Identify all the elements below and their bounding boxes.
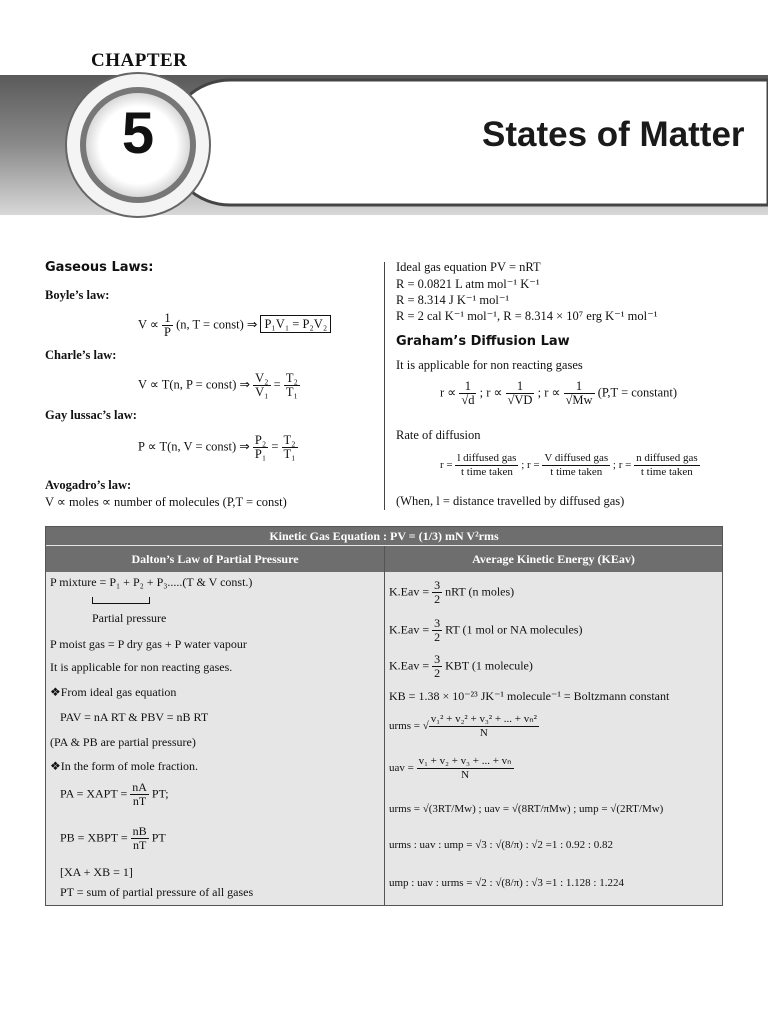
avogadro-text: V ∝ moles ∝ number of molecules (P,T = const) xyxy=(45,495,287,509)
r-value-1: R = 0.0821 L atm mol⁻¹ K⁻¹ xyxy=(396,277,540,291)
uav-equation: uav = $\frac{\text{v₁ + v₂ + v₃ + ... + vₙ}}{N}$ xyxy=(389,755,512,781)
ideal-gas-eq: Ideal gas equation PV = nRT xyxy=(396,260,541,274)
graham-intro: It is applicable for non reacting gases xyxy=(396,358,583,372)
velocity-ratio-1: urms : uav : ump = √3 : √(8/π) : √2 =1 : 0.92 : 0.82 xyxy=(389,839,613,851)
rate-equation: r = $\frac{\text{l diffused gas}}{\text{t time taken}}$ ; r = $\frac{\text{V diffused gas}}{\text{t time taken}}$ ; r = $\frac{\text{n diffused gas}}{\text{t time taken}}$ xyxy=(440,452,698,478)
partial-pressure-note: (PA & PB are partial pressure) xyxy=(50,735,196,749)
col-header-kinetic-energy: Average Kinetic Energy (KEav) xyxy=(385,546,722,572)
urms-equation: urms = √ $\frac{\text{v₁² + v₂² + v₃² + ... + vₙ²}}{N}$ xyxy=(389,713,537,739)
page-title: States of Matter xyxy=(482,115,745,154)
table-title: Kinetic Gas Equation : PV = (1/3) mN V²rms xyxy=(46,527,722,545)
gaseous-laws-heading: Gaseous Laws: xyxy=(45,260,154,275)
charle-equation: V ∝ T(n, P = const) ⇒ $\frac{\text{V₂}}{\text{V₁}}$ = $\frac{\text{T₂}}{\text{T₁}}$ xyxy=(138,371,298,399)
boyle-equation: V ∝ $\frac{1}{P}$ (n, T = const) ⇒ P₁V₁ = P₂V₂ xyxy=(138,312,331,339)
col-header-dalton: Dalton’s Law of Partial Pressure xyxy=(46,546,384,572)
graham-equation: r ∝ $\frac{1}{√d}$ ; r ∝ $\frac{1}{√VD}$ ; r ∝ $\frac{1}{√Mw}$ (P,T = constant) xyxy=(440,379,678,407)
ke-one-mol: K.Eav = $\frac{3}{2}$ RT (1 mol or NA molecules) xyxy=(389,616,583,644)
boyle-label: Boyle’s law: xyxy=(45,288,110,302)
moist-gas-eq: P moist gas = P dry gas + P water vapour xyxy=(50,637,247,651)
mole-fraction-bullet: ❖In the form of mole fraction. xyxy=(50,759,199,773)
rate-of-diffusion-label: Rate of diffusion xyxy=(396,428,481,442)
gay-lussac-equation: P ∝ T(n, V = const) ⇒ $\frac{\text{P₂}}{\text{P₁}}$ = $\frac{\text{T₂}}{\text{T₁}}$ xyxy=(138,433,296,461)
ke-one-molecule: K.Eav = $\frac{3}{2}$ KBT (1 molecule) xyxy=(389,652,533,680)
column-divider xyxy=(384,262,385,510)
velocity-ratio-2: ump : uav : urms = √2 : √(8/π) : √3 =1 : 1.128 : 1.224 xyxy=(389,877,624,889)
ke-n-moles: K.Eav = $\frac{3}{2}$ nRT (n moles) xyxy=(389,578,515,606)
charle-label: Charle’s law: xyxy=(45,348,117,362)
boyle-result: P₁V₁ = P₂V₂ xyxy=(260,315,331,333)
kinetic-gas-table xyxy=(45,526,723,906)
avogadro-label: Avogadro’s law: xyxy=(45,478,132,492)
partial-pressure-eq: PAV = nA RT & PBV = nB RT xyxy=(60,710,209,724)
partial-pressure-label: Partial pressure xyxy=(92,611,167,625)
chapter-label: CHAPTER xyxy=(91,50,188,71)
boltzmann-constant: KB = 1.38 × 10⁻²³ JK⁻¹ molecule⁻¹ = Boltzmann constant xyxy=(389,689,670,703)
ideal-gas-bullet: ❖From ideal gas equation xyxy=(50,685,177,699)
total-pressure-note: PT = sum of partial pressure of all gases xyxy=(60,885,254,899)
chapter-banner xyxy=(0,0,768,220)
table-divider xyxy=(384,546,385,905)
r-value-2: R = 8.314 J K⁻¹ mol⁻¹ xyxy=(396,293,510,307)
mole-fraction-sum: [XA + XB = 1] xyxy=(60,865,133,879)
chapter-number: 5 xyxy=(121,101,155,166)
velocity-formulas: urms = √(3RT/Mw) ; uav = √(8RT/πMw) ; ump = √(2RT/Mw) xyxy=(389,803,664,815)
partial-pressure-brace xyxy=(92,597,150,604)
pb-equation: PB = XBPT = $\frac{nB}{nT}$ PT xyxy=(60,824,166,852)
dalton-mixture: P mixture = P₁ + P₂ + P₃.....(T & V const.) xyxy=(50,575,253,589)
gay-lussac-label: Gay lussac’s law: xyxy=(45,408,137,422)
pa-equation: PA = XAPT = $\frac{nA}{nT}$ PT; xyxy=(60,780,169,808)
diffusion-note: (When, l = distance travelled by diffused gas) xyxy=(396,494,625,508)
r-value-3: R = 2 cal K⁻¹ mol⁻¹, R = 8.314 × 10⁷ erg K⁻¹ mol⁻¹ xyxy=(396,309,658,323)
non-reacting-note: It is applicable for non reacting gases. xyxy=(50,660,233,674)
graham-heading: Graham’s Diffusion Law xyxy=(396,334,570,349)
